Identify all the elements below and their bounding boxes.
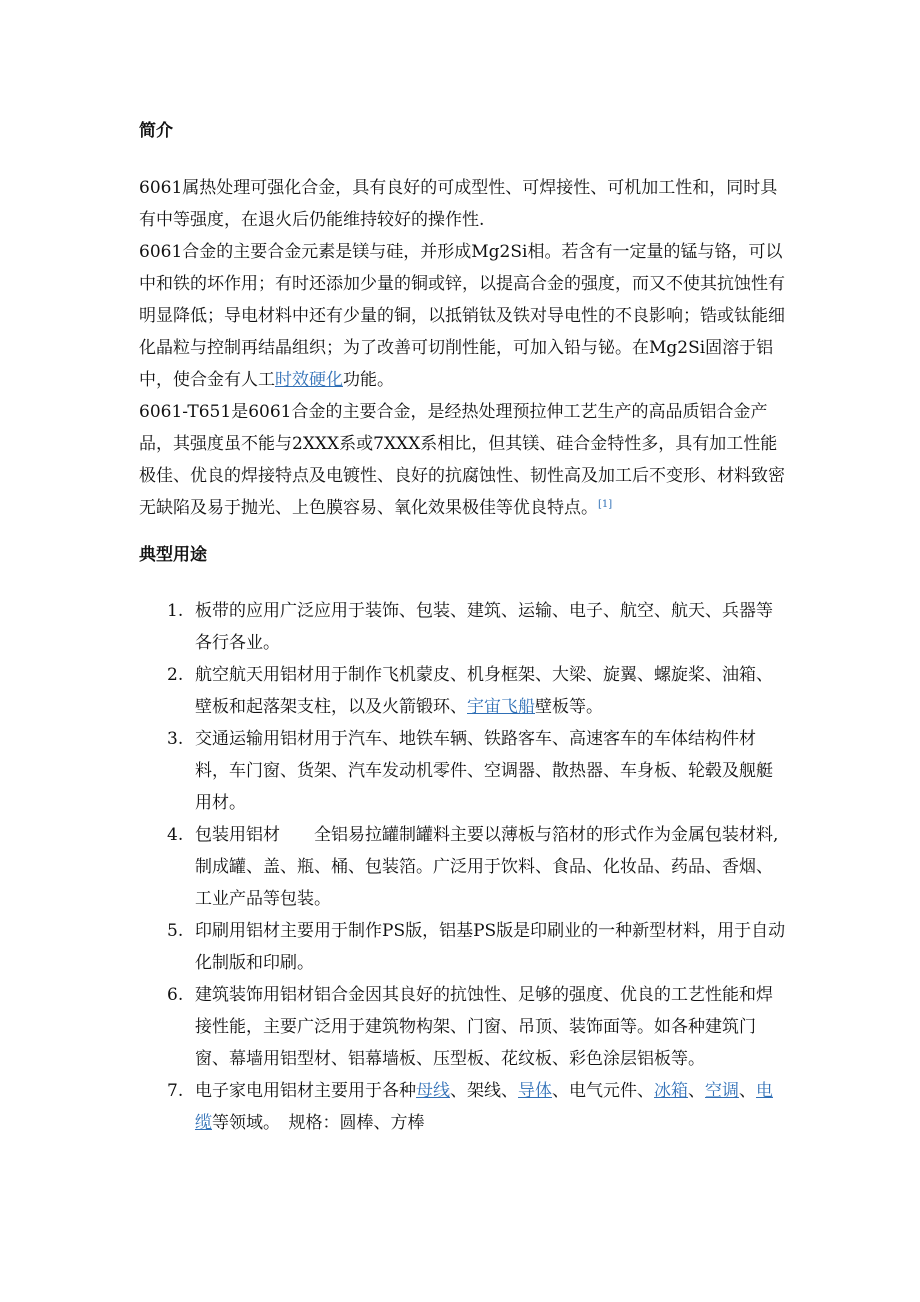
intro-paragraph-1: 6061属热处理可强化合金，具有良好的可成型性、可焊接性、可机加工性和，同时具有中等强度，在退火后仍能维持较好的操作性. bbox=[139, 178, 778, 230]
intro-p3-text: 6061-T651是6061合金的主要合金，是经热处理预拉伸工艺生产的高品质铝合金产品，其强度虽不能与2XXX系或7XXX系相比，但其镁、硅合金特性多，具有加工性能极佳、优良的焊接特点及电镀性、良好的抗腐蚀性、韧性高及加工后不变形、材料致密无缺陷及易于抛光、上色膜容易、氧化效果极佳等优良特点。 bbox=[139, 402, 785, 518]
list-item bbox=[161, 979, 786, 1075]
intro-paragraph-3 bbox=[139, 396, 789, 524]
list-item-text: 、 bbox=[739, 1081, 756, 1101]
list-item bbox=[161, 915, 786, 979]
list-number: 7. bbox=[167, 1081, 184, 1101]
list-item-text: 交通运输用铝材用于汽车、地铁车辆、铁路客车、高速客车的车体结构件材料，车门窗、货架、汽车发动机零件、空调器、散热器、车身板、轮毂及舰艇用材。 bbox=[195, 729, 773, 813]
list-item-text: 印刷用铝材主要用于制作PS版，铝基PS版是印刷业的一种新型材料，用于自动化制版和印刷。 bbox=[195, 921, 786, 973]
list-item-text: 、架线、 bbox=[450, 1081, 518, 1101]
list-number: 3. bbox=[167, 729, 184, 749]
link-conductor[interactable]: 导体 bbox=[518, 1081, 552, 1101]
link-cable[interactable]: 电缆 bbox=[195, 1081, 773, 1133]
section-heading-uses: 典型用途 bbox=[139, 545, 207, 565]
list-item-text-tail: 壁板等。 bbox=[535, 697, 603, 717]
list-item-text: 电子家电用铝材主要用于各种 bbox=[195, 1081, 416, 1101]
link-busbar[interactable]: 母线 bbox=[416, 1081, 450, 1101]
list-item bbox=[161, 723, 786, 819]
list-item-text: 板带的应用广泛应用于装饰、包装、建筑、运输、电子、航空、航天、兵器等各行各业。 bbox=[195, 601, 773, 653]
list-item-text: 航空航天用铝材用于制作飞机蒙皮、机身框架、大梁、旋翼、螺旋桨、油箱、壁板和起落架支柱，以及火箭锻环、 bbox=[195, 665, 773, 717]
list-item bbox=[161, 1075, 786, 1139]
link-air-conditioner[interactable]: 空调 bbox=[705, 1081, 739, 1101]
list-item bbox=[161, 819, 786, 915]
list-item-text: 建筑装饰用铝材铝合金因其良好的抗蚀性、足够的强度、优良的工艺性能和焊接性能，主要广泛用于建筑物构架、门窗、吊顶、装饰面等。如各种建筑门窗、幕墙用铝型材、铝幕墙板、压型板、花纹板、彩色涂层铝板等。 bbox=[195, 985, 773, 1069]
uses-list bbox=[161, 595, 786, 1139]
list-number: 1. bbox=[167, 601, 184, 621]
list-number: 6. bbox=[167, 985, 184, 1005]
intro-paragraph-2 bbox=[139, 236, 789, 396]
reference-link-1[interactable]: [1] bbox=[598, 499, 613, 510]
list-number: 4. bbox=[167, 825, 184, 845]
list-item bbox=[161, 659, 786, 723]
intro-body bbox=[139, 172, 789, 524]
link-spacecraft[interactable]: 宇宙飞船 bbox=[467, 697, 535, 717]
section-heading-intro: 简介 bbox=[139, 121, 173, 141]
list-item-text: 、电气元件、 bbox=[552, 1081, 654, 1101]
list-item bbox=[161, 595, 786, 659]
link-refrigerator[interactable]: 冰箱 bbox=[654, 1081, 688, 1101]
list-item-text: 等领域。 规格：圆棒、方棒 bbox=[212, 1113, 425, 1133]
list-item-text: 、 bbox=[688, 1081, 705, 1101]
list-number: 2. bbox=[167, 665, 184, 685]
intro-p2-tail: 功能。 bbox=[343, 370, 394, 390]
link-aging-hardening[interactable]: 时效硬化 bbox=[275, 370, 343, 390]
intro-p2-text: 6061合金的主要合金元素是镁与硅，并形成Mg2Si相。若含有一定量的锰与铬，可以中和铁的坏作用；有时还添加少量的铜或锌，以提高合金的强度，而又不使其抗蚀性有明显降低；导电材料中还有少量的铜，以抵销钛及铁对导电性的不良影响；锆或钛能细化晶粒与控制再结晶组织；为了改善可切削性能，可加入铅与铋。在Mg2Si固溶于铝中，使合金有人工 bbox=[139, 242, 785, 390]
list-item-text: 包装用铝材 全铝易拉罐制罐料主要以薄板与箔材的形式作为金属包装材料,制成罐、盖、瓶、桶、包装箔。广泛用于饮料、食品、化妆品、药品、香烟、工业产品等包装。 bbox=[195, 825, 779, 909]
list-number: 5. bbox=[167, 921, 184, 941]
